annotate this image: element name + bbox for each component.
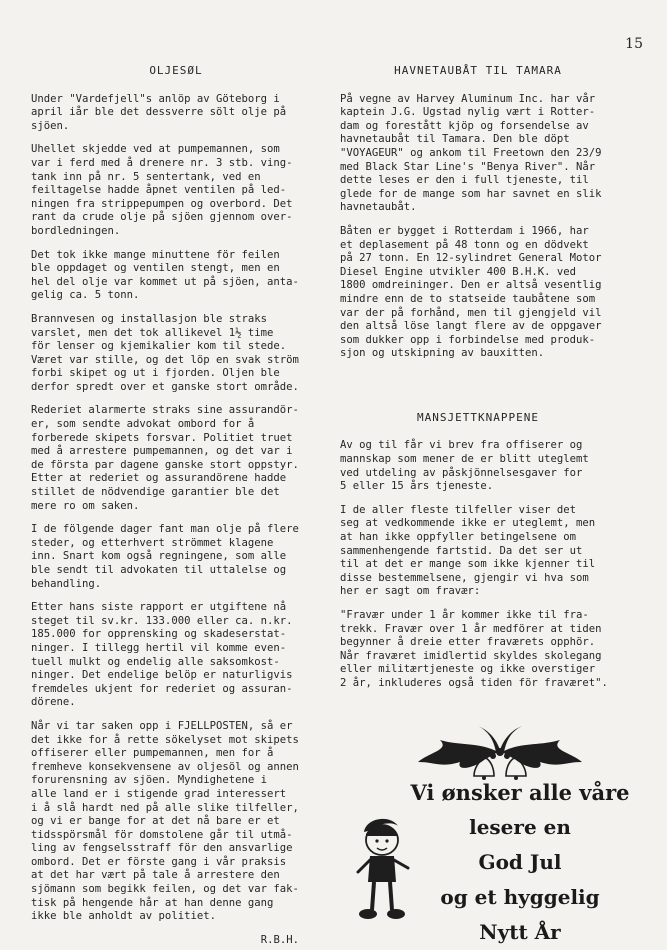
author-signature: R.B.H. bbox=[260, 933, 299, 946]
christmas-greeting bbox=[350, 722, 650, 942]
paragraph: I de aller fleste tilfeller viser det seg at vedkommende ikke er uteglemt, men at han ikke oppfyller betingelsene om sammenhengende fartstid. Da det ser ut til at det er mange som ikke kjenner til disse bestemmelsene, gjengir vi hva som her er sagt om fravær: bbox=[340, 503, 596, 598]
paragraph: Når vi tar saken opp i FJELLPOSTEN, så er det ikke for å rette sökelyset mot skipets offiserer eller pumpemannen, men for å fremheve konsekvensene av oljesöl og annen forurensning av sjöen. Myndighetene i alle land er i stigende grad interessert i å slå hardt ned på alle slike tilfeller, og vi er bange for at det nå bare er et tidsspörsmål för domstolene går til utmå- ling av fengselsstraff för den ansvarlige ombord. Det er förste gang i vår praksis at det har vært på tale å arrestere den sjömann som begikk feilen, og det var fak- tisk på hengende hår at han denne gang ikke ble anholdt av politiet. bbox=[31, 719, 299, 923]
paragraph: Etter hans siste rapport er utgiftene nå steget til sv.kr. 133.000 eller ca. n.kr. 185.000 for opprensking og skadeserstat- ninger. I tillegg hertil vil komme even- tuell mulkt og endelig alle saksomkost- ninger. Det endelige belöp er naturligvis fremdeles ukjent for rederiet og assuran- dörene. bbox=[31, 601, 293, 709]
greeting-line: God Jul bbox=[478, 850, 562, 874]
article-heading-mansjettknappene: MANSJETTKNAPPENE bbox=[417, 410, 539, 424]
article-heading-havnetaubat: HAVNETAUBÅT TIL TAMARA bbox=[394, 64, 562, 77]
greeting-line: Nytt År bbox=[479, 920, 561, 944]
article-heading-oljesol: OLJESØL bbox=[149, 64, 203, 77]
right-column bbox=[340, 64, 630, 701]
page-number: 15 bbox=[625, 36, 643, 52]
paragraph: Båten er bygget i Rotterdam i 1966, har et deplasement på 48 tonn og en dödvekt på 27 tonn. En 12-sylindret General Motor Diesel Engine utvikler 400 B.H.K. ved 1800 omdreininger. Den er altså vesentlig mindre enn de to statseide taubåtene som var der på forhånd, men til gjengjeld vil den altså löse langt flere av de oppgaver som dukker opp i forbindelse med produk- sjon og utskipning av bauxitten. bbox=[340, 224, 602, 360]
holly-bells-icon bbox=[400, 722, 600, 780]
paragraph: Rederiet alarmerte straks sine assurandör- er, som sendte advokat ombord for å forberede skipets forsvar. Politiet truet med å arrestere pumpemannen, og det var i de första par dagene ganske stort oppstyr. Etter at rederiet og assurandörene hadde stillet de nödvendige garantier ble det mere ro om saken. bbox=[31, 404, 299, 512]
paragraph: Brannvesen og installasjon ble straks varslet, men det tok allikevel 1½ time för lenser og kjemikalier kom til stede. Været var stille, og det löp en svak ström forbi skipet og ut i fjorden. Oljen ble derfor spredt over et ganske stort område. bbox=[31, 312, 299, 393]
paragraph: Det tok ikke mange minuttene för feilen ble oppdaget og ventilen stengt, men en hel del olje var kommet ut på sjöen, anta- gelig ca. 5 tonn. bbox=[31, 248, 299, 302]
paragraph: På vegne av Harvey Aluminum Inc. har vår kaptein J.G. Ugstad nylig vært i Rotter- dam og forestått kjöp og forsendelse av havnetaubåt til Tamara. Den ble döpt "VOYAGEUR" og ankom til Freetown den 23/9 med Black Star Line's "Benya River". Når dette leses er den i full tjeneste, til glede for de mange som har savnet en slik havnetaubåt. bbox=[340, 92, 602, 214]
paragraph: "Fravær under 1 år kommer ikke til fra- trekk. Fravær over 1 år medförer at tiden begynner å dreie etter fraværets opphör. Når fraværet imidlertid skyldes skolegang eller militærtjeneste og ikke overstiger 2 år, inkluderes også tiden för fraværet". bbox=[340, 609, 608, 689]
greeting-line: og et hyggelig bbox=[440, 885, 600, 909]
paragraph: Av og til får vi brev fra offiserer og mannskap som mener de er blitt uteglemt ved utdeling av påskjönnelsesgaver for 5 eller 15 års tjeneste. bbox=[340, 439, 589, 493]
greeting-line: lesere en bbox=[469, 815, 571, 839]
left-column bbox=[31, 64, 321, 947]
paragraph: Uhellet skjedde ved at pumpemannen, som var i ferd med å drenere nr. 3 stb. ving- tank inn på nr. 5 sentertank, ved en feiltagelse hadde åpnet ventilen på led- ningen fra strippepumpen og overbord. Det rant da crude olje på sjöen gjennom over- bordledningen. bbox=[31, 143, 293, 237]
greeting-line: Vi ønsker alle våre bbox=[410, 780, 630, 805]
paragraph: Under "Vardefjell"s anlöp av Göteborg i april iår ble det dessverre sölt olje på sjöen. bbox=[31, 92, 287, 132]
paragraph: I de fölgende dager fant man olje på flere steder, og etterhvert strömmet klagene inn. Snart kom også regningene, som alle ble sendt til advokaten til uttalelse og behandling. bbox=[31, 523, 299, 590]
